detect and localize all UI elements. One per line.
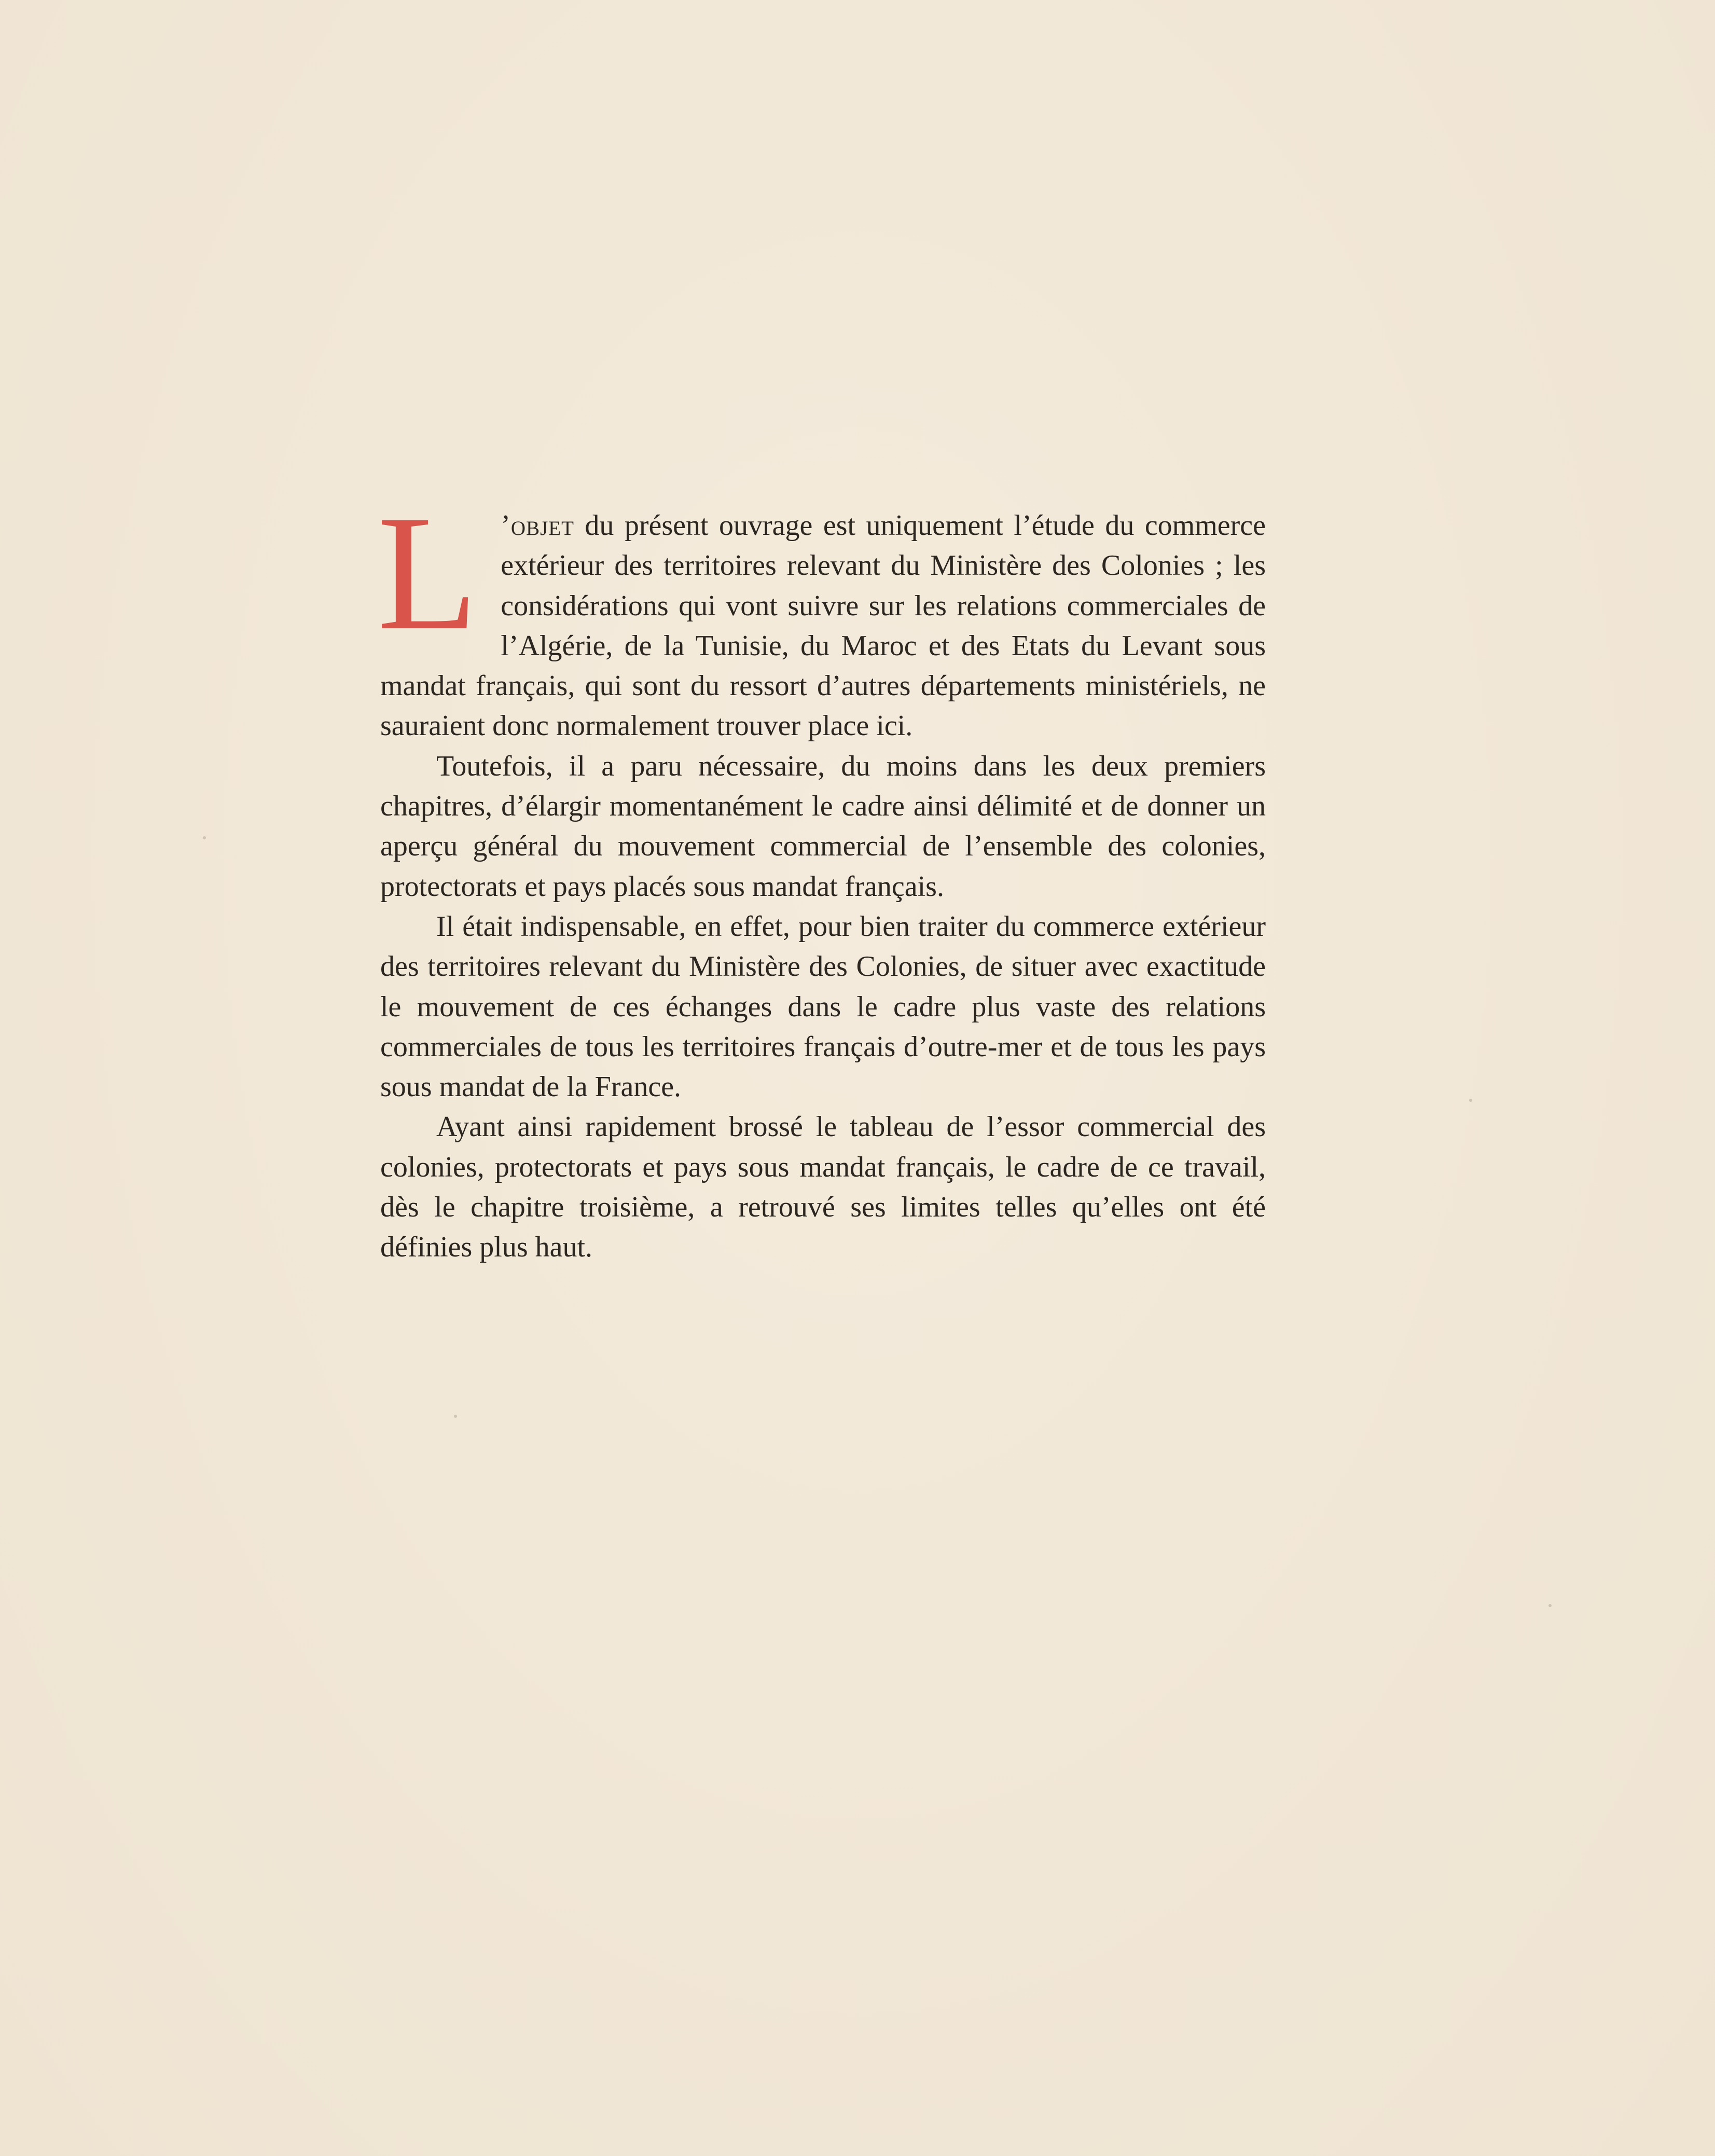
paragraph-4: Ayant ainsi rapidement brossé le tableau de l’essor commercial des colonies, protectorats et pays sous mandat français, le cadre de ce travail, dès le chapitre troisième, a retrouvé ses limites telles qu’elles ont été définies plus haut.: [380, 1111, 1266, 1264]
paragraph-1: [377, 481, 1266, 747]
opening-word: ’objet: [501, 509, 574, 542]
paper-speck: [1548, 1604, 1552, 1607]
paper-speck: [454, 1415, 457, 1418]
paper-speck: [203, 836, 206, 839]
paragraph-2: Toutefois, il a paru nécessaire, du moins dans les deux premiers chapitres, d’élargir momentanément le cadre ainsi délimité et de donner un aperçu général du mouvement commercial de l’ensemble des colonies, protectorats et pays placés sous mandat français.: [380, 750, 1266, 903]
drop-cap: L: [377, 481, 478, 664]
body-text: [377, 481, 1266, 1268]
paper-speck: [1469, 1099, 1472, 1102]
paragraph-1-text: du présent ouvrage est uniquement l’étude du commerce extérieur des territoires relevant du Ministère des Colonies ; les considérations qui vont suivre sur les relations commerciales de l’Algérie, de la Tunisie, du Maroc et des Etats du Levant sous mandat français, qui sont du ressort d’autres départements ministériels, ne sauraient donc normalement trouver place ici.: [380, 509, 1266, 742]
paragraph-3: Il était indispensable, en effet, pour bien traiter du commerce extérieur des territoires relevant du Ministère des Colonies, de situer avec exactitude le mouvement de ces échanges dans le cadre plus vaste des relations commerciales de tous les territoires français d’outre-mer et de tous les pays sous mandat de la France.: [380, 910, 1266, 1103]
